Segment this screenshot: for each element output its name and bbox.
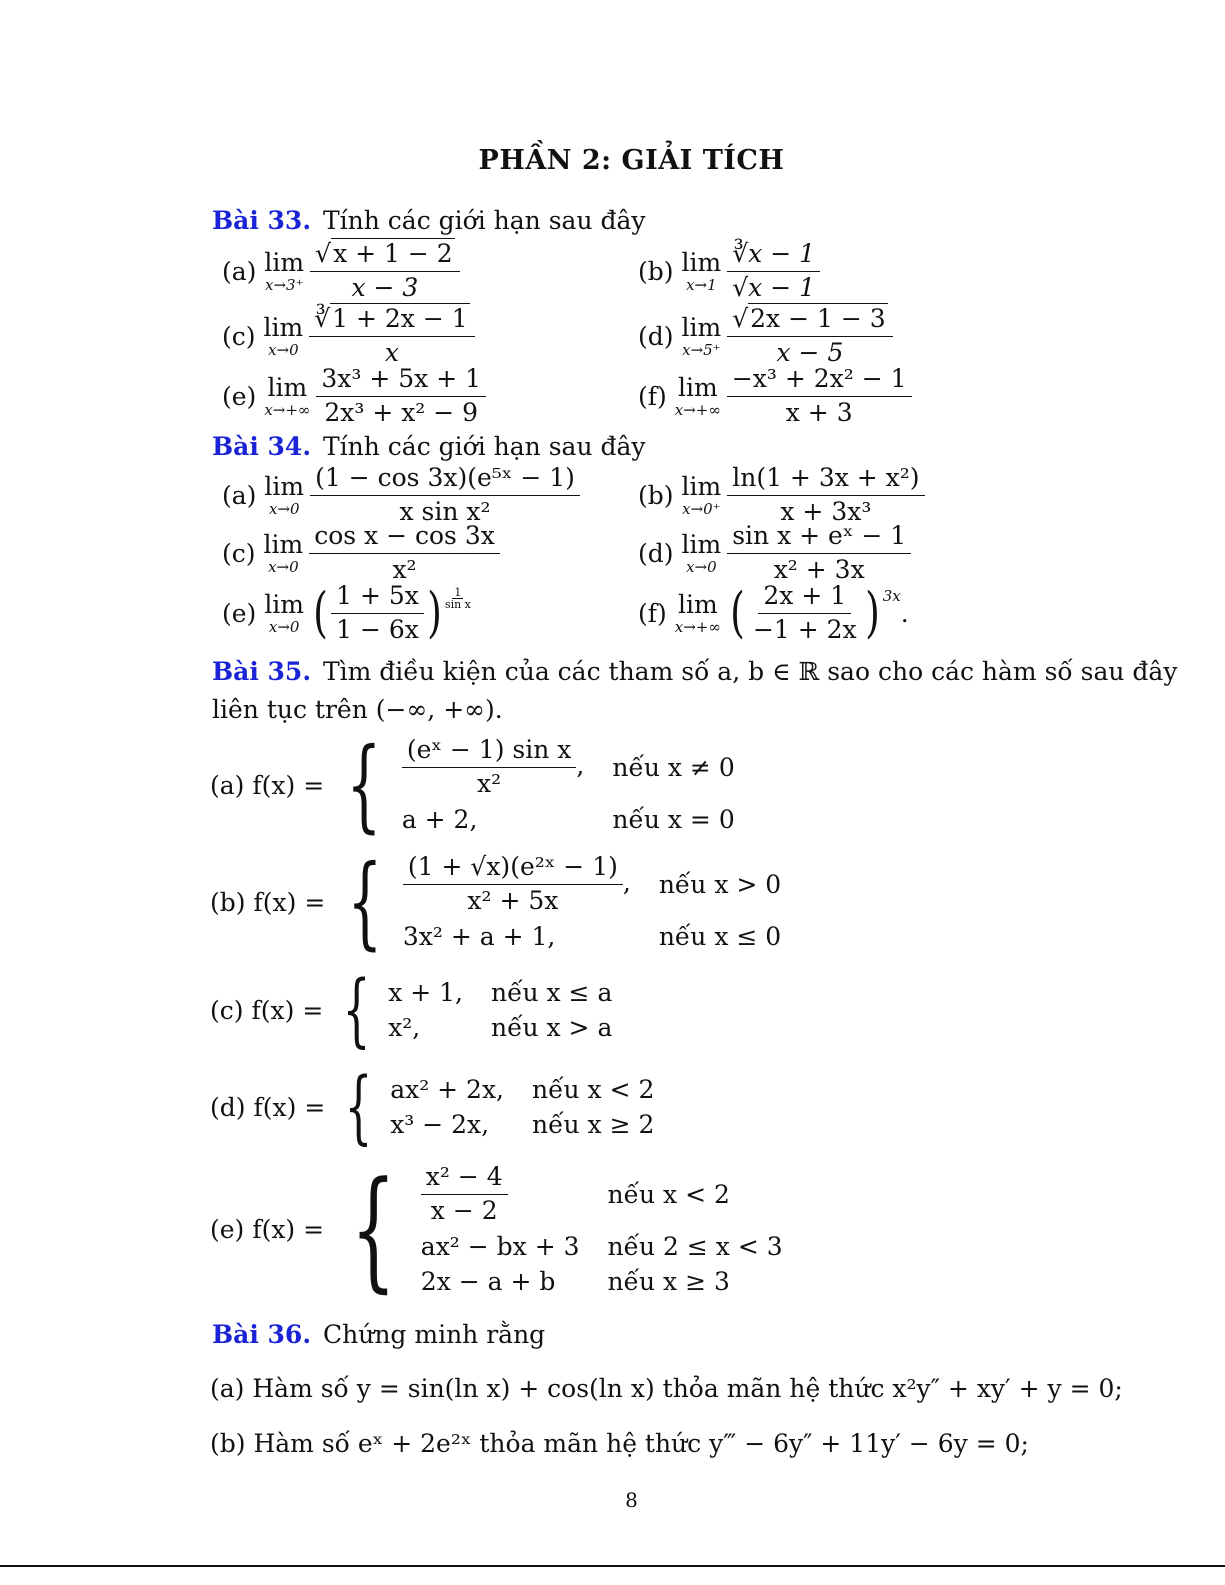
item-label: (f) bbox=[638, 598, 667, 628]
numerator: cos x − cos 3x bbox=[309, 522, 500, 554]
numerator: (1 + √x)(e²ˣ − 1) bbox=[403, 853, 623, 885]
case-2-condition: nếu 2 ≤ x < 3 bbox=[607, 1231, 783, 1261]
item-label: (d) bbox=[638, 538, 674, 568]
left-brace: { bbox=[344, 1060, 373, 1153]
item-label: (a) bbox=[222, 256, 257, 286]
exercise-33-heading bbox=[212, 206, 646, 235]
case-1-value: x + 1, bbox=[388, 978, 463, 1007]
ex36-item-b: (b) Hàm số eˣ + 2e²ˣ thỏa mãn hệ thức y‴ − 6y″ + 11y′ − 6y = 0; bbox=[210, 1429, 1029, 1458]
denominator: x − 1 bbox=[748, 272, 816, 302]
function-name: f(x) = bbox=[252, 770, 325, 800]
ex34-item-a bbox=[222, 464, 580, 527]
item-label: (a) bbox=[222, 480, 257, 510]
exercise-35-text: Tìm điều kiện của các tham số a, b ∈ ℝ sao cho các hàm số sau đây bbox=[322, 657, 1178, 686]
case-1-value bbox=[403, 853, 631, 916]
limit-operator: lim x→0⁺ bbox=[681, 471, 722, 518]
item-label: (d) bbox=[210, 1092, 246, 1122]
denominator: x − 5 bbox=[776, 337, 844, 367]
case-1-condition: nếu x > 0 bbox=[658, 870, 782, 899]
exercise-36-text: Chứng minh rằng bbox=[322, 1320, 546, 1349]
exercise-36-heading bbox=[212, 1320, 545, 1349]
limit-operator: lim x→3⁺ bbox=[264, 247, 305, 294]
denominator: x² + 3x bbox=[773, 554, 865, 584]
ex33-item-a bbox=[222, 240, 460, 303]
denominator: x² bbox=[477, 769, 502, 798]
case-2-condition: nếu x ≥ 2 bbox=[532, 1110, 655, 1139]
left-brace: { bbox=[346, 726, 382, 843]
case-1-condition: nếu x ≠ 0 bbox=[612, 753, 735, 782]
exercise-33-label: Bài 33. bbox=[212, 206, 312, 235]
case-2-value: ax² − bx + 3 bbox=[420, 1231, 580, 1261]
exercise-33-text: Tính các giới hạn sau đây bbox=[322, 206, 646, 235]
case-2-condition: nếu x > a bbox=[490, 1013, 613, 1042]
fraction bbox=[331, 582, 424, 645]
limit-subscript: x→0 bbox=[686, 557, 717, 576]
fraction bbox=[727, 464, 924, 527]
left-paren: ( bbox=[313, 581, 328, 645]
item-label: (e) bbox=[210, 1214, 245, 1244]
cases bbox=[421, 1163, 783, 1296]
ex35-item-e bbox=[210, 1153, 783, 1306]
numerator: −x³ + 2x² − 1 bbox=[727, 365, 912, 397]
limit-subscript: x→0 bbox=[268, 617, 300, 636]
ex33-item-d bbox=[638, 305, 893, 368]
limit-subscript: x→+∞ bbox=[264, 400, 311, 419]
item-label: (b) bbox=[638, 480, 674, 510]
left-paren: ( bbox=[730, 581, 745, 645]
case-2-value: x², bbox=[388, 1013, 421, 1042]
numerator: (eˣ − 1) sin x bbox=[402, 736, 577, 768]
case-1-condition: nếu x < 2 bbox=[607, 1179, 730, 1209]
numerator: 2x + 1 bbox=[758, 582, 851, 614]
numerator: x + 1 − 2 bbox=[333, 239, 453, 268]
numerator: (1 − cos 3x)(e⁵ˣ − 1) bbox=[310, 464, 580, 496]
left-brace: { bbox=[347, 843, 383, 960]
ex34-item-c bbox=[222, 522, 500, 585]
case-1-condition: nếu x < 2 bbox=[532, 1075, 655, 1104]
period: . bbox=[900, 598, 909, 628]
item-label: (c) bbox=[210, 995, 244, 1025]
denominator: −1 + 2x bbox=[752, 614, 857, 644]
exponent: 3x bbox=[882, 587, 901, 606]
fraction bbox=[316, 365, 486, 428]
case-2-condition: nếu x ≤ 0 bbox=[658, 921, 782, 951]
limit-operator: lim x→+∞ bbox=[674, 589, 721, 636]
item-label: (d) bbox=[638, 321, 674, 351]
item-label: (b) bbox=[210, 887, 246, 917]
denominator: x − 2 bbox=[430, 1195, 498, 1225]
limit-subscript: x→3⁺ bbox=[265, 275, 304, 294]
fraction: $\frac{√2x - 1 - 3}{x - 5}$ bbox=[727, 305, 892, 368]
denominator: x − 3 bbox=[351, 272, 419, 302]
denominator: x + 3x³ bbox=[780, 496, 872, 526]
fraction bbox=[727, 522, 911, 585]
numerator: 3x³ + 5x + 1 bbox=[316, 365, 486, 397]
case-1-value: ax² + 2x, bbox=[390, 1075, 505, 1104]
case-1-value bbox=[421, 1163, 580, 1226]
ex33-item-c bbox=[222, 305, 475, 368]
limit-operator: lim x→+∞ bbox=[264, 372, 311, 419]
limit-subscript: x→0 bbox=[268, 557, 299, 576]
case-2-condition: nếu x = 0 bbox=[612, 804, 735, 834]
case-3-value: 2x − a + b bbox=[420, 1266, 556, 1296]
limit-operator: lim x→0 bbox=[264, 471, 305, 518]
denominator: x² bbox=[392, 554, 417, 584]
ex34-item-e bbox=[222, 582, 471, 645]
denominator: x² + 5x bbox=[467, 886, 559, 915]
fraction bbox=[309, 522, 500, 585]
case-1-value bbox=[402, 736, 585, 799]
fraction bbox=[727, 365, 912, 428]
bottom-border bbox=[0, 1565, 1225, 1567]
case-2-value: x³ − 2x, bbox=[390, 1110, 490, 1139]
limit-operator: lim x→0 bbox=[263, 312, 304, 359]
right-paren: ) bbox=[427, 581, 442, 645]
numerator: x² − 4 bbox=[421, 1163, 508, 1195]
cases bbox=[402, 736, 735, 834]
function-name: f(x) = bbox=[251, 995, 324, 1025]
exercise-35-heading bbox=[212, 657, 1177, 686]
case-2-value: a + 2, bbox=[401, 804, 478, 834]
denominator: x bbox=[384, 337, 399, 367]
numerator: 1 + 2x − 1 bbox=[332, 304, 468, 333]
cases bbox=[388, 978, 612, 1042]
exercise-35-label: Bài 35. bbox=[212, 657, 312, 686]
exercise-35-text-continued: liên tục trên (−∞, +∞). bbox=[212, 695, 503, 724]
comma: , bbox=[622, 868, 631, 897]
function-name: f(x) = bbox=[253, 1092, 326, 1122]
limit-subscript: x→0 bbox=[268, 340, 299, 359]
limit-subscript: x→+∞ bbox=[674, 400, 721, 419]
fraction: $\frac{√x + 1 - 2}{x - 3}$ bbox=[310, 240, 460, 303]
ex35-item-b bbox=[210, 843, 782, 960]
ex33-item-e bbox=[222, 365, 486, 428]
limit-subscript: x→0 bbox=[268, 499, 300, 518]
limit-operator: lim x→5⁺ bbox=[681, 312, 722, 359]
exercise-34-text: Tính các giới hạn sau đây bbox=[322, 432, 646, 461]
item-label: (b) bbox=[638, 256, 674, 286]
page-title: PHẦN 2: GIẢI TÍCH bbox=[478, 145, 785, 176]
case-1-condition: nếu x ≤ a bbox=[490, 978, 613, 1007]
cases bbox=[403, 853, 781, 951]
function-name: f(x) = bbox=[252, 1214, 325, 1244]
denominator: x + 3 bbox=[785, 397, 853, 427]
limit-subscript: x→+∞ bbox=[674, 617, 721, 636]
limit-subscript: x→5⁺ bbox=[682, 340, 721, 359]
cases bbox=[390, 1075, 654, 1139]
denominator: x sin x² bbox=[399, 496, 491, 526]
limit-operator: lim x→0 bbox=[264, 589, 305, 636]
exponent-fraction bbox=[445, 587, 471, 610]
item-label: (c) bbox=[222, 321, 256, 351]
limit-operator: lim x→0 bbox=[681, 529, 722, 576]
case-2-value: 3x² + a + 1, bbox=[402, 921, 556, 951]
fraction: $\frac{∛x - 1}{√x - 1}$ bbox=[727, 240, 820, 303]
function-name: f(x) = bbox=[253, 887, 326, 917]
denominator: 1 − 6x bbox=[336, 614, 419, 644]
fraction: $\frac{∛1 + 2x - 1}{x}$ bbox=[309, 305, 474, 368]
limit-subscript: x→1 bbox=[686, 275, 717, 294]
page-number: 8 bbox=[625, 1488, 638, 1512]
ex34-item-f bbox=[638, 582, 909, 645]
left-brace: { bbox=[342, 963, 371, 1056]
exponent-numerator: 1 bbox=[454, 585, 462, 599]
ex33-item-b bbox=[638, 240, 820, 303]
item-label: (c) bbox=[222, 538, 256, 568]
exercise-34-label: Bài 34. bbox=[212, 432, 312, 461]
ex34-item-b bbox=[638, 464, 925, 527]
fraction bbox=[748, 582, 862, 645]
item-label: (e) bbox=[222, 598, 257, 628]
exponent-denominator: sin x bbox=[444, 597, 471, 611]
ex33-item-f bbox=[638, 365, 912, 428]
ex35-item-a bbox=[210, 726, 735, 843]
item-label: (f) bbox=[638, 381, 667, 411]
ex34-item-d bbox=[638, 522, 911, 585]
numerator: 1 + 5x bbox=[331, 582, 424, 614]
numerator: sin x + eˣ − 1 bbox=[727, 522, 911, 554]
right-paren: ) bbox=[864, 581, 880, 645]
case-3-condition: nếu x ≥ 3 bbox=[607, 1266, 730, 1296]
ex35-item-d bbox=[210, 1060, 655, 1153]
ex36-item-a: (a) Hàm số y = sin(ln x) + cos(ln x) thỏa mãn hệ thức x²y″ + xy′ + y = 0; bbox=[210, 1374, 1123, 1403]
item-label: (a) bbox=[210, 770, 245, 800]
numerator: 2x − 1 − 3 bbox=[750, 304, 886, 333]
fraction bbox=[310, 464, 580, 527]
comma: , bbox=[576, 751, 585, 780]
denominator: 2x³ + x² − 9 bbox=[324, 397, 479, 427]
limit-operator: lim x→+∞ bbox=[674, 372, 721, 419]
exercise-34-heading bbox=[212, 432, 646, 461]
ex35-item-c bbox=[210, 963, 613, 1056]
limit-operator: lim x→1 bbox=[681, 247, 722, 294]
numerator: ln(1 + 3x + x²) bbox=[727, 464, 924, 496]
exercise-36-label: Bài 36. bbox=[212, 1320, 312, 1349]
item-label: (e) bbox=[222, 381, 257, 411]
limit-subscript: x→0⁺ bbox=[682, 499, 721, 518]
left-brace: { bbox=[350, 1153, 397, 1306]
limit-operator: lim x→0 bbox=[263, 529, 304, 576]
numerator: x − 1 bbox=[748, 239, 816, 268]
